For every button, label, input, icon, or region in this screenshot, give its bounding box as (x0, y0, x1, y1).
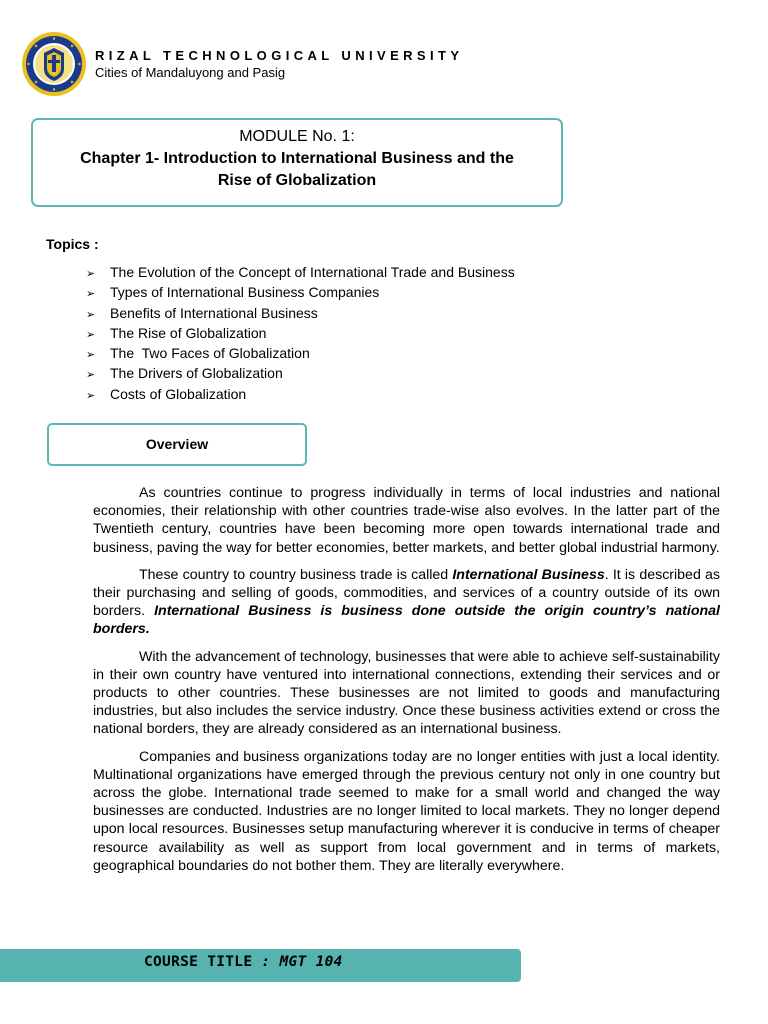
list-item (86, 324, 515, 344)
topic-label: The Evolution of the Concept of International Trade and Business (110, 264, 515, 280)
list-item (86, 364, 515, 384)
university-subtitle: Cities of Mandaluyong and Pasig (95, 65, 286, 80)
chapter-title: Chapter 1- Introduction to International Business and the Rise of Globalization (80, 150, 514, 189)
overview-paragraph-3: With the advancement of technology, businesses that were able to achieve self-sustainability in their own country have ventured into international connections, extending their services and or products to other countries. These businesses are not limited to goods and manufacturing industries, but also includes the service industry. Once these business activities extend or cross the national borders, they are already considered as an international business. (93, 648, 720, 738)
paragraph-text: . It is described as their purchasing and selling of goods, commodities, and services of a country outside of its own borders. (93, 566, 720, 620)
course-title (144, 954, 343, 970)
overview-paragraph-4: Companies and business organizations today are no longer entities with just a local identity. Multinational organizations have emerged through the previous century not only in one country but across the globe. International trade seemed to make for a small world and changed the way businesses are conducted. Industries are no longer limited to local markets. They no longer depend upon local resources. Businesses setup manufacturing wherever it is conducive in terms of cheaper resource availability as well as support from local government and in terms of markets, geographical boundaries do not bother them. They are literally everywhere. (93, 748, 720, 874)
topic-label: Types of International Business Companies (110, 284, 380, 301)
topics-list (86, 263, 515, 405)
arrow-bullet-icon: ➢ (86, 268, 96, 280)
module-title-box (31, 118, 563, 207)
list-item (86, 344, 515, 364)
topic-label: Benefits of International Business (110, 304, 318, 321)
topic-label: The Drivers of Globalization (110, 365, 283, 382)
arrow-bullet-icon: ➢ (86, 369, 96, 382)
arrow-bullet-icon: ➢ (86, 328, 96, 341)
overview-heading: Overview (145, 436, 209, 452)
topics-label: Topics : (46, 236, 99, 252)
overview-paragraph-1: As countries continue to progress individually in terms of local industries and national economies, their relationship with other countries trade-wise also evolves. In the latter part of the Twentieth century, countries have been becoming more open towards international trade and business, paving the way for better economies, better markets, and better global industrial harmony. (93, 485, 720, 556)
definition-statement: International Business is business done outside the origin country’s national borders. (93, 603, 720, 638)
course-title-label: COURSE TITLE (144, 954, 253, 970)
list-item (86, 283, 515, 303)
list-item (86, 263, 515, 283)
arrow-bullet-icon: ➢ (86, 349, 96, 362)
paragraph-text: These country to country business trade is called (139, 566, 453, 583)
list-item (86, 304, 515, 324)
arrow-bullet-icon: ➢ (86, 308, 96, 321)
course-code: MGT 104 (279, 954, 343, 970)
topic-label: Costs of Globalization (110, 385, 247, 402)
course-title-separator: : (252, 954, 280, 970)
university-name: RIZAL TECHNOLOGICAL UNIVERSITY (95, 48, 464, 63)
arrow-bullet-icon: ➢ (86, 288, 96, 301)
overview-content (93, 484, 720, 884)
topic-label: The Two Faces of Globalization (110, 345, 310, 362)
key-term: International Business (452, 566, 605, 583)
topic-label: The Rise of Globalization (110, 324, 267, 341)
overview-heading-box (47, 423, 307, 466)
university-seal-icon (20, 31, 88, 97)
overview-paragraph-2 (93, 566, 720, 639)
arrow-bullet-icon: ➢ (86, 389, 96, 402)
list-item (86, 385, 515, 405)
module-number: MODULE No. 1: (239, 128, 355, 145)
